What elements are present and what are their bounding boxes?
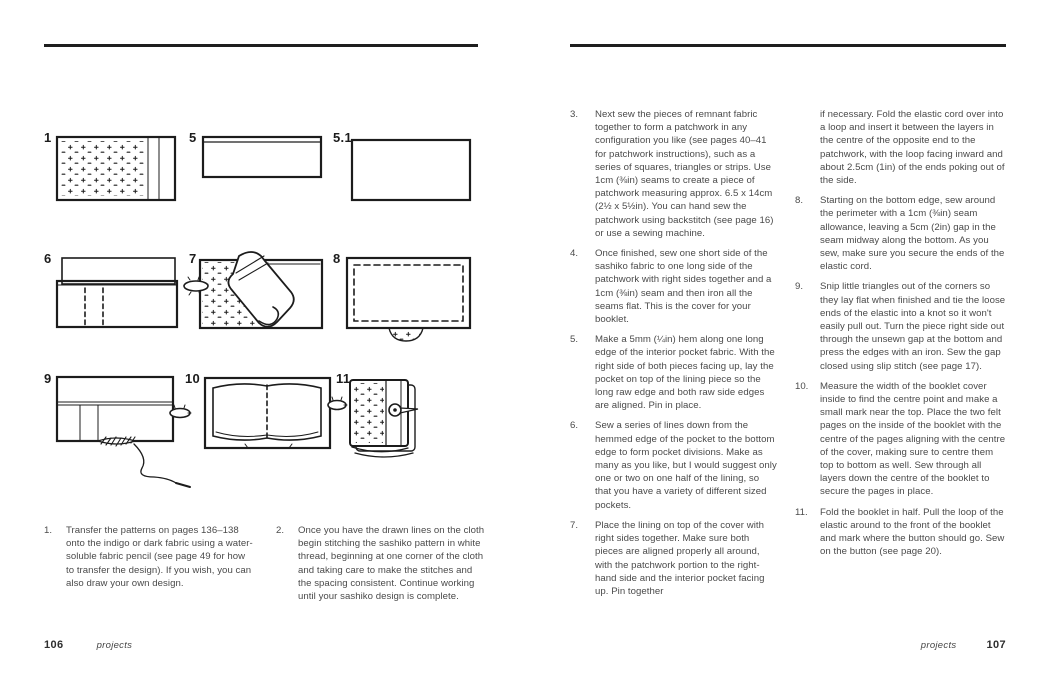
page-number-left: 106 (44, 639, 64, 651)
section-label-left: projects (96, 640, 133, 651)
section-label-right: projects (920, 640, 957, 651)
figure-label-10: 10 (185, 371, 201, 386)
step-number: 10. (795, 380, 809, 392)
step-text: Next sew the pieces of remnant fabric together to form a patchwork in any configuration you like (see pages 40–41 for patchwork instructions), such as a series of squares, triangles or strips. Use 1cm (⅜in) seams to create a piece of patchwork measuring approx. 6.5 x 14cm (2½ x 5½in). You can hand sew the patchwork using backstitch (see page 16) or use a sewing machine. (595, 109, 774, 239)
step-9 (795, 280, 1008, 372)
step-text: Once you have the drawn lines on the cloth begin stitching the sashiko pattern in white thread, beginning at one corner of the cloth and taking care to make the stitches and the spacing consistent. Continue working until your sashiko design is complete. (298, 525, 485, 603)
step-number: 8. (795, 195, 804, 207)
step-number: 1. (44, 525, 53, 536)
step-number: 9. (795, 281, 804, 293)
step-3 (570, 108, 778, 240)
figure-label-9: 9 (44, 371, 52, 386)
step-text: Fold the booklet in half. Pull the loop of the elastic around to the front of the booklet and mark where the button should go. Sew on the button (see page 20). (820, 506, 1005, 558)
instruction-diagrams (40, 122, 485, 497)
step-text: Place the lining on top of the cover with right sides together. Make sure both pieces are aligned properly all around, with the patchwork portion to the right-hand side and the interior pocket facing up. Pin together (595, 519, 765, 597)
step-number: 6. (570, 420, 579, 432)
diagram-slip-stitch-gap (57, 377, 191, 487)
step-text: if necessary. Fold the elastic cord over into a loop and insert it between the layers in the centre of the opposite end to the patchwork, with the loop facing inward and about 2.5cm (1in) of the ends poking out of the side. (820, 109, 1005, 187)
step-text: Measure the width of the booklet cover inside to find the centre point and make a small mark near the top. Place the two felt pages on the inside of the booklet with the centre of the pages aligning with the centre of the cover, making sure to centre them top to bottom as well. Sew through all layers down the centre of the booklet to secure the pages in place. (820, 380, 1006, 498)
step-2 (276, 524, 486, 603)
footer-right (921, 639, 1006, 651)
figure-label-5-1: 5.1 (333, 130, 352, 145)
diagram-finished-booklet (350, 380, 418, 457)
step-text: Snip little triangles out of the corners so they lay flat when finished and tie the loose ends of the elastic into a knot so it won't easily pull out. Turn the piece right side out through the unsewn gap at the bottom and press the edges with an iron. Sew the gap closed using slip stitch (see page 17). (820, 281, 1006, 372)
diagram-hemmed-strip (203, 137, 321, 177)
step-number: 11. (795, 506, 808, 518)
step-text: Make a 5mm (¼in) hem along one long edge of the interior pocket fabric. With the right side of both pieces facing up, lay the pocket on top of the lining piece so the long raw edge and both raw side edges are aligned. Pin in place. (595, 334, 775, 412)
step-number: 4. (570, 248, 579, 260)
diagram-lining-piece (352, 140, 470, 200)
diagram-sewn-perimeter (347, 258, 470, 341)
figure-label-8: 8 (333, 251, 341, 266)
step-text: Starting on the bottom edge, sew around the perimeter with a 1cm (⅜in) seam allowance, leaving a 5cm (2in) gap in the seam midway along the bottom. As you sew, make sure you secure the ends of the elastic cord. (820, 195, 1005, 273)
diagram-sashiko-panel (57, 137, 175, 200)
step-10 (795, 380, 1008, 499)
step-7 (570, 519, 778, 598)
step-number: 2. (276, 525, 285, 536)
step-1 (44, 524, 254, 603)
step-6 (570, 419, 778, 511)
right-page-column-1 (570, 108, 778, 605)
left-page-steps (44, 524, 486, 603)
step-11 (795, 506, 1008, 559)
step-8 (795, 194, 1008, 273)
figure-label-5: 5 (189, 130, 197, 145)
figure-label-11: 11 (336, 371, 351, 386)
step-number: 3. (570, 109, 579, 120)
diagram-felt-pages (205, 378, 347, 448)
step-text: Once finished, sew one short side of the sashiko fabric to one long side of the patchwork with right sides together and a 1cm (⅜in) seam and then iron all the seams flat. This is the cover for your booklet. (595, 248, 772, 326)
page-number-right: 107 (986, 639, 1006, 651)
figure-label-1: 1 (44, 130, 52, 145)
diagram-lining-rollover (184, 252, 322, 328)
step-5 (570, 333, 778, 412)
figure-label-7: 7 (189, 251, 197, 266)
step-text: Transfer the patterns on pages 136–138 onto the indigo or dark fabric using a water-soluble fabric pencil (see page 49 for how to transfer the design). If you wish, you can also draw your own design. (66, 525, 253, 589)
step-4 (570, 247, 778, 326)
right-page-column-2 (795, 108, 1008, 566)
step-text: Sew a series of lines down from the hemmed edge of the pocket to the bottom edge to form pocket divisions. Make as many as you like, but I would suggest only one or two on one half of the lining, so that you have a variety of different sized pockets. (595, 420, 777, 511)
figure-label-6: 6 (44, 251, 52, 266)
diagram-pocket-divisions (57, 258, 177, 327)
footer-left (44, 639, 132, 651)
step-number: 7. (570, 519, 579, 531)
step-7-continued (795, 108, 1008, 187)
top-rule-left (44, 44, 478, 47)
step-number: 5. (570, 334, 579, 346)
